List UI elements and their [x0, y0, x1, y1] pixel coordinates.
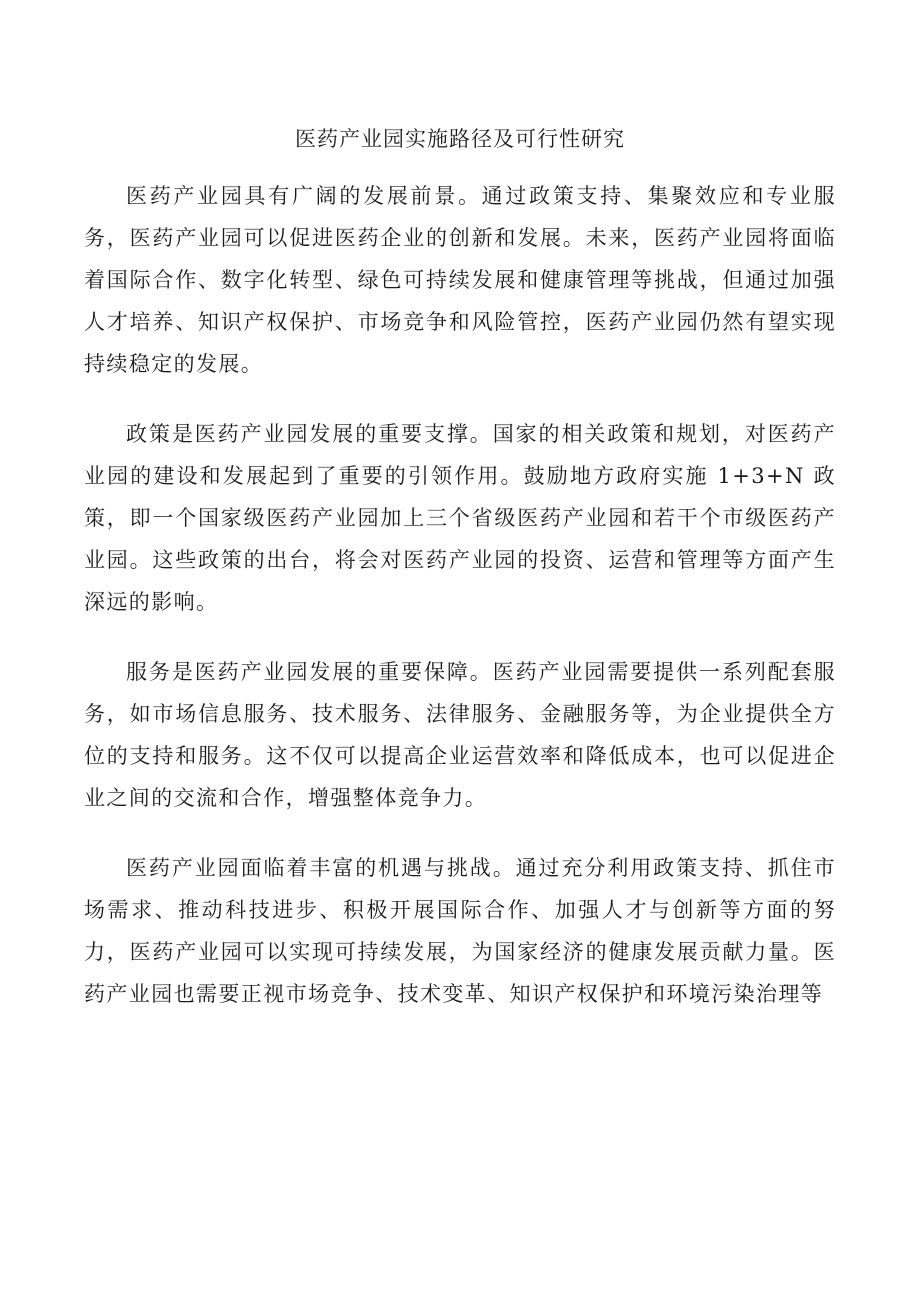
document-title: 医药产业园实施路径及可行性研究: [295, 127, 625, 151]
paragraph-outlook: 医药产业园具有广阔的发展前景。通过政策支持、集聚效应和专业服务，医药产业园可以促进医药企业的创新和发展。未来，医药产业园将面临着国际合作、数字化转型、绿色可持续发展和健康管理等挑战，但通过加强人才培养、知识产权保护、市场竞争和风险管控，医药产业园仍然有望实现持续稳定的发展。: [84, 184, 836, 376]
paragraph-opportunities: 医药产业园面临着丰富的机遇与挑战。通过充分利用政策支持、抓住市场需求、推动科技进步、积极开展国际合作、加强人才与创新等方面的努力，医药产业园可以实现可持续发展，为国家经济的健康发展贡献力量。医药产业园也需要正视市场竞争、技术变革、知识产权保护和环境污染治理等: [84, 856, 836, 1006]
document-body: [84, 175, 836, 1043]
paragraph-services: 服务是医药产业园发展的重要保障。医药产业园需要提供一系列配套服务，如市场信息服务、技术服务、法律服务、金融服务等，为企业提供全方位的支持和服务。这不仅可以提高企业运营效率和降低成本，也可以促进企业之间的交流和合作，增强整体竞争力。: [84, 660, 836, 810]
paragraph-policy: 政策是医药产业园发展的重要支撑。国家的相关政策和规划，对医药产业园的建设和发展起到了重要的引领作用。鼓励地方政府实施 1+3+N 政策，即一个国家级医药产业园加上三个省级医药产业园和若干个市级医药产业园。这些政策的出台，将会对医药产业园的投资、运营和管理等方面产生深远的影响。: [84, 422, 836, 614]
